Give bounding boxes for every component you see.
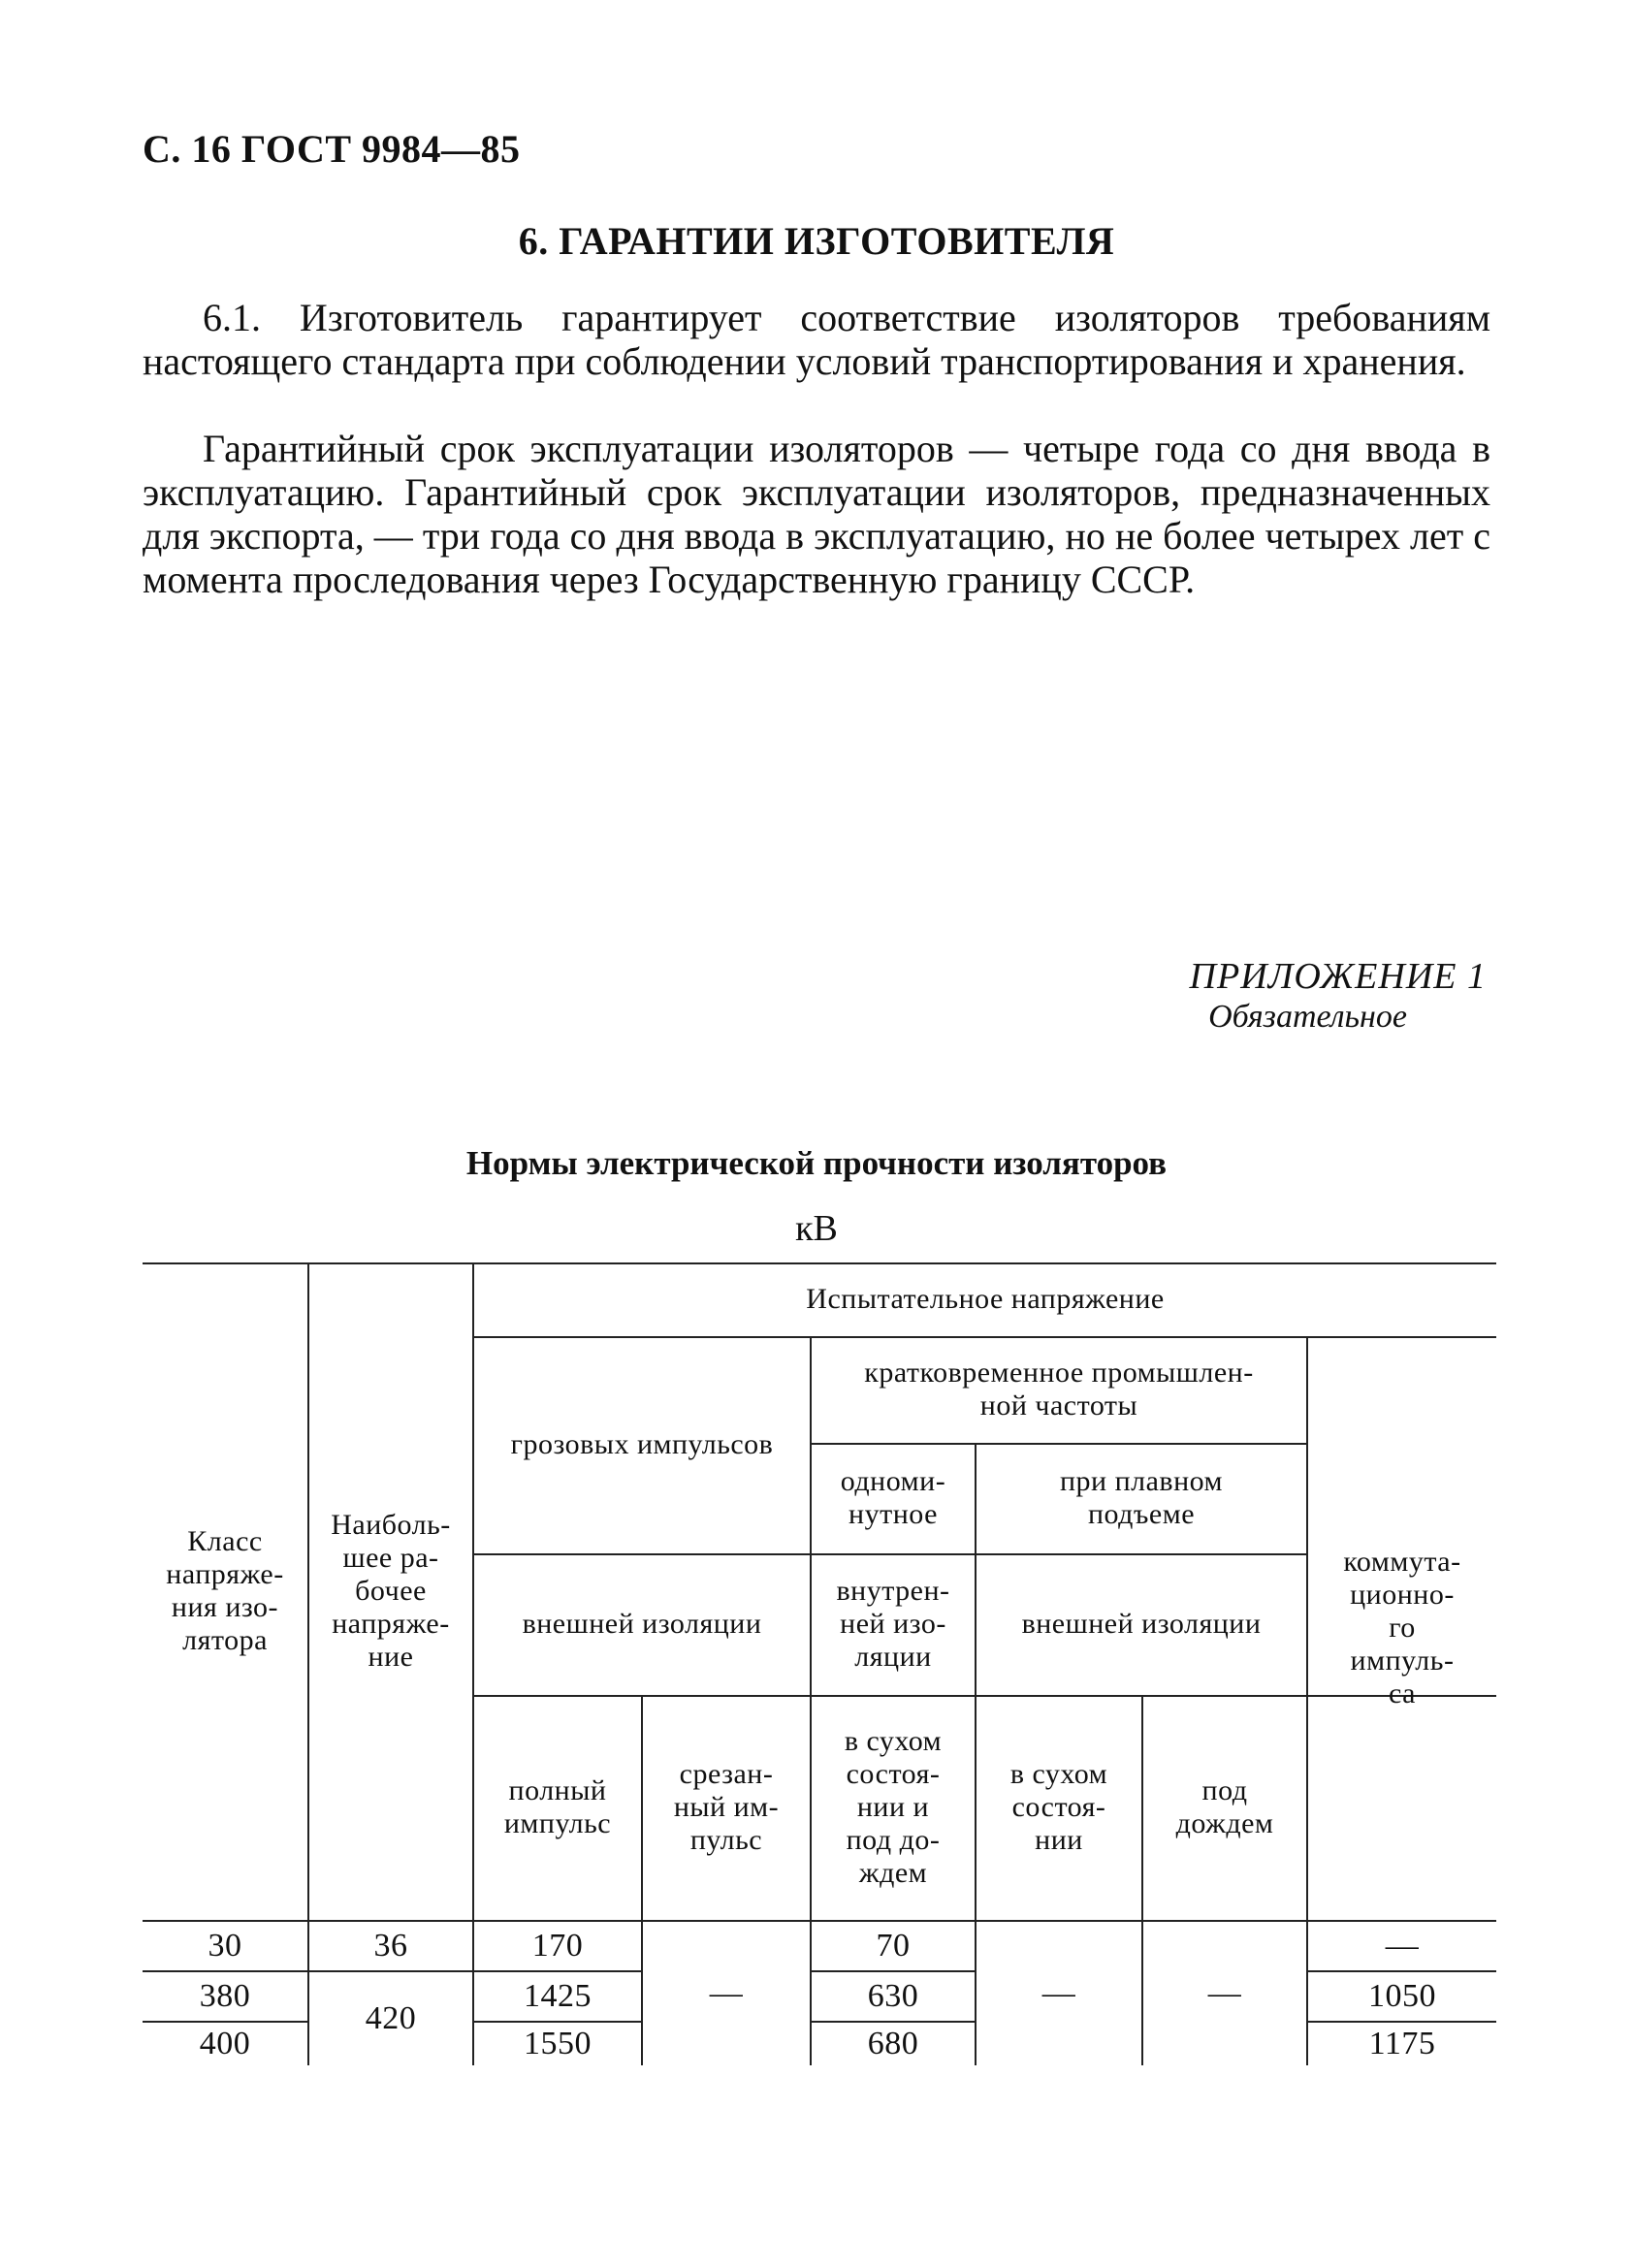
row1-switching: —: [1385, 1928, 1420, 1964]
row2-full-impulse: 1425: [524, 1978, 592, 2014]
row3-full-impulse: 1550: [524, 2026, 592, 2061]
header-smooth-rise: при плавном подъеме: [1059, 1465, 1224, 1530]
header-test-voltage: Испытательное напряжение: [806, 1283, 1165, 1315]
chopped-impulse-value: —: [709, 1975, 744, 2011]
page-header: С. 16 ГОСТ 9984—85: [143, 127, 521, 171]
row2-voltage-class: 380: [199, 1978, 251, 2014]
rain-value: —: [1207, 1975, 1242, 2011]
header-rain: под дождем: [1175, 1774, 1274, 1839]
row3-one-minute: 680: [867, 2026, 919, 2061]
row3-switching: 1175: [1368, 2026, 1436, 2061]
header-dry: в сухом состоя- нии: [1009, 1758, 1108, 1856]
header-lightning-impulses: грозовых импульсов: [510, 1428, 774, 1460]
row2-switching: 1050: [1368, 1978, 1436, 2014]
paragraph-warranty-period: Гарантийный срок эксплуатации изоляторов — четыре года со дня ввода в эксплуатацию. Гарантийный срок эксплуатации изоляторов, предназначенных для экспорта, — три года со дня ввода в эксплуатацию, но не более четырех лет с момента проследования через Государственную границу СССР.: [143, 427, 1490, 601]
appendix-label: ПРИЛОЖЕНИЕ 1: [1189, 956, 1487, 997]
row1-one-minute: 70: [876, 1928, 911, 1964]
header-short-term-power-frequency: кратковременное промышлен- ной частоты: [864, 1357, 1254, 1421]
row3-voltage-class: 400: [199, 2026, 251, 2061]
header-external-insulation-frequency: внешней изоляции: [1021, 1608, 1262, 1640]
header-dry-and-rain: в сухом состоя- нии и под до- ждем: [844, 1725, 943, 1889]
dry-value: —: [1041, 1975, 1076, 2011]
row2-one-minute: 630: [867, 1978, 919, 2014]
header-full-impulse: полный импульс: [503, 1774, 612, 1839]
header-chopped-impulse: срезан- ный им- пульс: [673, 1758, 780, 1856]
table-title: Нормы электрической прочности изоляторов: [465, 1144, 1168, 1182]
electrical-strength-table: [143, 1262, 1496, 2065]
header-one-minute: одноми- нутное: [840, 1465, 946, 1530]
paragraph-warranty-compliance: 6.1. Изготовитель гарантирует соответствие изоляторов требованиям настоящего стандарта при соблюдении условий транспортирования и хранения.: [143, 296, 1490, 383]
unit-label: кВ: [795, 1208, 838, 1249]
row1-full-impulse: 170: [531, 1928, 584, 1964]
header-external-insulation-impulse: внешней изоляции: [522, 1608, 762, 1640]
rows23-max-working: 420: [365, 2000, 417, 2036]
appendix-type: Обязательное: [1208, 999, 1407, 1035]
row1-max-working: 36: [373, 1928, 408, 1964]
row1-voltage-class: 30: [208, 1928, 242, 1964]
section-title: 6. ГАРАНТИИ ИЗГОТОВИТЕЛЯ: [518, 219, 1115, 263]
header-max-working-voltage: Наиболь- шее ра- бочее напряже- ние: [331, 1509, 451, 1673]
header-voltage-class: Класс напряже- ния изо- лятора: [166, 1525, 284, 1656]
header-switching-impulse: коммута- ционно- го импуль- са: [1343, 1546, 1461, 1709]
header-internal-insulation: внутрен- ней изо- ляции: [836, 1575, 950, 1673]
